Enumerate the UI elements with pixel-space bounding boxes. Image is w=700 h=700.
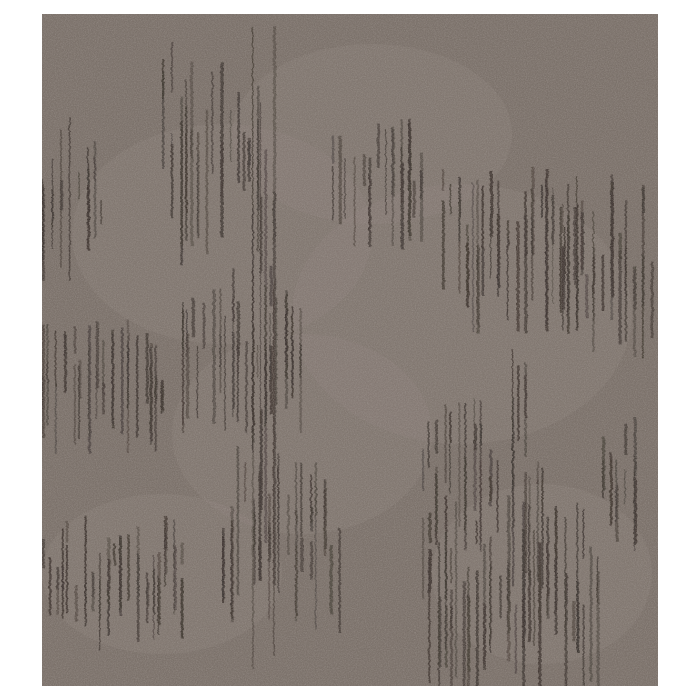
carpet-texture <box>42 14 658 686</box>
loop-texture-light <box>42 14 658 686</box>
carpet-swatch <box>42 14 658 686</box>
